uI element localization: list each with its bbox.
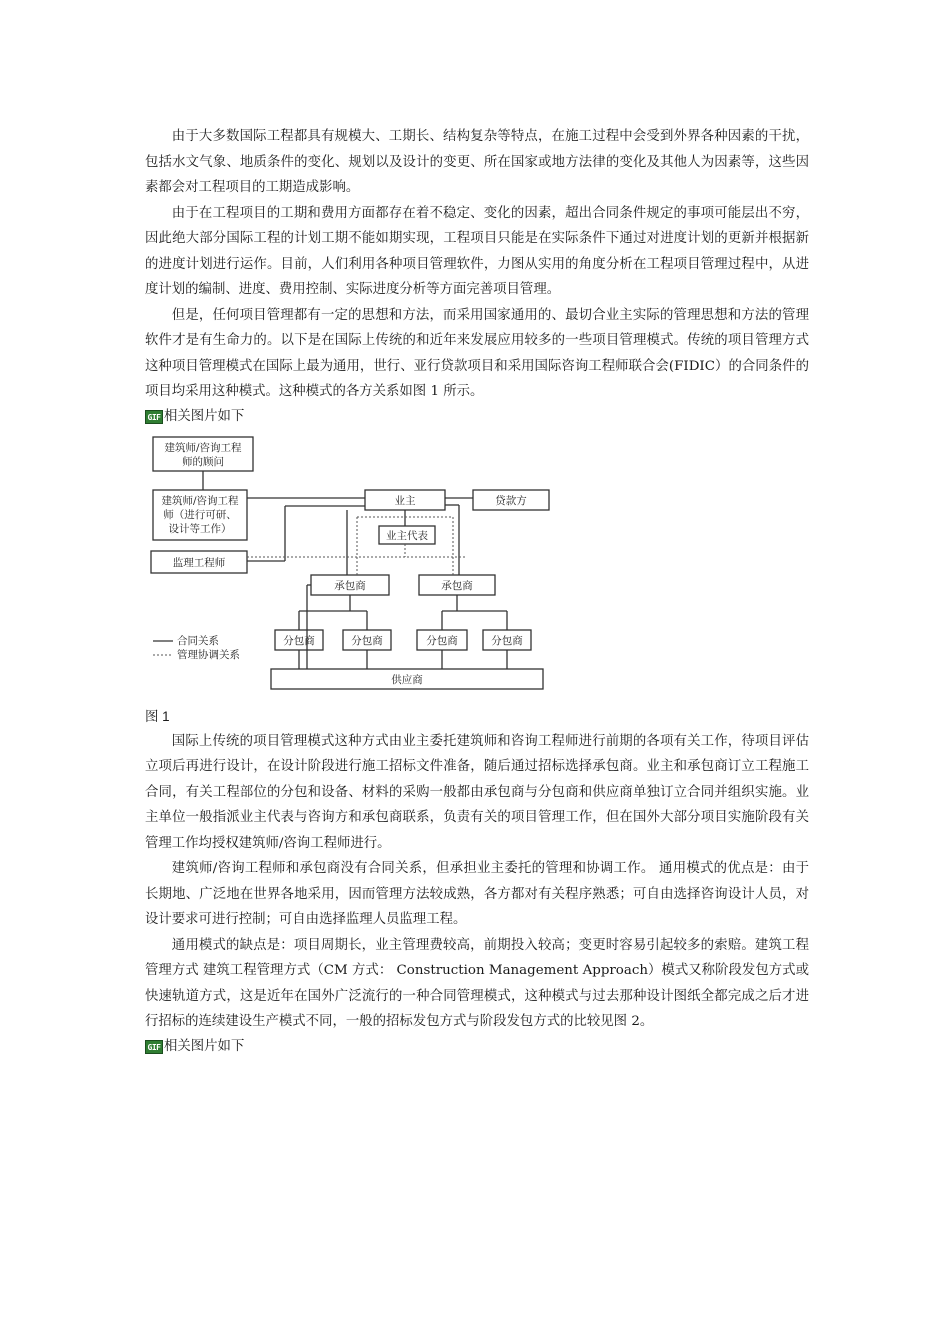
- paragraph-4: 国际上传统的项目管理模式这种方式由业主委托建筑师和咨询工程师进行前期的各项有关工作，待项目评估立项后再进行设计，在设计阶段进行施工招标文件准备，随后通过招标选择承包商。业主和承包商订立工程施工合同，有关工程部位的分包和设备、材料的采购一般都由承包商与分包商和供应商单独订立合同并组织实施。业主单位一般指派业主代表与咨询方和承包商联系，负责有关的项目管理工作，但在国外大部分项目实施阶段有关管理工作均授权建筑师/咨询工程师进行。: [145, 733, 809, 851]
- label-engineer-3: 设计等工作）: [168, 522, 232, 535]
- related-images-line-2: [145, 1035, 809, 1059]
- label-engineer-2: 师（进行可研、: [163, 508, 237, 521]
- figure-1-org-chart: [147, 433, 557, 703]
- org-chart-svg: [147, 433, 557, 703]
- label-sub-3: 分包商: [426, 634, 458, 647]
- paragraph-6: 通用模式的缺点是：项目周期长，业主管理费较高，前期投入较高；变更时容易引起较多的索赔。建筑工程管理方式 建筑工程管理方式（CM 方式： Construction Management Approach）模式又称阶段发包方式或快速轨道方式，这是近年在国外广泛流行的一种合同管理模式，这种模式与过去那种设计图纸全都完成之后才进行招标的连续建设生产模式不同，一般的招标发包方式与阶段发包方式的比较见图 2。: [145, 937, 809, 1029]
- paragraph-3: 但是，任何项目管理都有一定的思想和方法，而采用国家通用的、最切合业主实际的管理思想和方法的管理软件才是有生命力的。以下是在国际上传统的和近年来发展应用较多的一些项目管理模式。传统的项目管理方式 这种项目管理模式在国际上最为通用，世行、亚行贷款项目和采用国际咨询工程师联合会(FIDIC）的合同条件的项目均采用这种模式。这种模式的各方关系如图 1 所示。: [145, 307, 809, 399]
- label-sub-4: 分包商: [491, 634, 523, 647]
- related-images-label: 相关图片如下: [164, 1038, 245, 1054]
- label-engineer-1: 建筑师/咨询工程: [161, 494, 239, 507]
- document-page: [145, 124, 809, 1059]
- paragraph-1: 由于大多数国际工程都具有规模大、工期长、结构复杂等特点，在施工过程中会受到外界各种因素的干扰，包括水文气象、地质条件的变化、规划以及设计的变更、所在国家或地方法律的变化及其他人为因素等，这些因素都会对工程项目的工期造成影响。: [145, 129, 809, 195]
- label-supplier: 供应商: [391, 673, 423, 686]
- legend-coordination: 管理协调关系: [177, 648, 240, 661]
- related-images-label: 相关图片如下: [164, 408, 245, 424]
- label-advisor-2: 师的顾问: [182, 455, 224, 468]
- related-images-line-1: [145, 405, 809, 429]
- paragraph-2: 由于在工程项目的工期和费用方面都存在着不稳定、变化的因素，超出合同条件规定的事项可能层出不穷，因此绝大部分国际工程的计划工期不能如期实现，工程项目只能是在实际条件下通过对进度计划的更新并根据新的进度计划进行运作。目前，人们利用各种项目管理软件，力图从实用的角度分析在工程项目管理过程中，从进度计划的编制、进度、费用控制、实际进度分析等方面完善项目管理。: [145, 205, 809, 297]
- label-supervisor: 监理工程师: [172, 556, 226, 569]
- gif-icon[interactable]: GIF: [145, 410, 163, 424]
- figure-1-caption: 图 1: [145, 708, 170, 724]
- legend-contract: 合同关系: [177, 634, 219, 647]
- label-advisor-1: 建筑师/咨询工程: [164, 441, 242, 454]
- gif-icon[interactable]: GIF: [145, 1040, 163, 1054]
- paragraph-5: 建筑师/咨询工程师和承包商没有合同关系，但承担业主委托的管理和协调工作。 通用模式的优点是：由于长期地、广泛地在世界各地采用，因而管理方法较成熟，各方都对有关程序熟悉；可自由选择咨询设计人员，对设计要求可进行控制；可自由选择监理人员监理工程。: [145, 861, 809, 927]
- label-contractor-right: 承包商: [441, 579, 473, 592]
- label-lender: 贷款方: [495, 494, 527, 507]
- label-contractor-left: 承包商: [334, 579, 366, 592]
- label-owner-rep: 业主代表: [386, 529, 428, 542]
- label-sub-1: 分包商: [283, 634, 315, 647]
- label-owner: 业主: [394, 494, 416, 507]
- label-sub-2: 分包商: [351, 634, 383, 647]
